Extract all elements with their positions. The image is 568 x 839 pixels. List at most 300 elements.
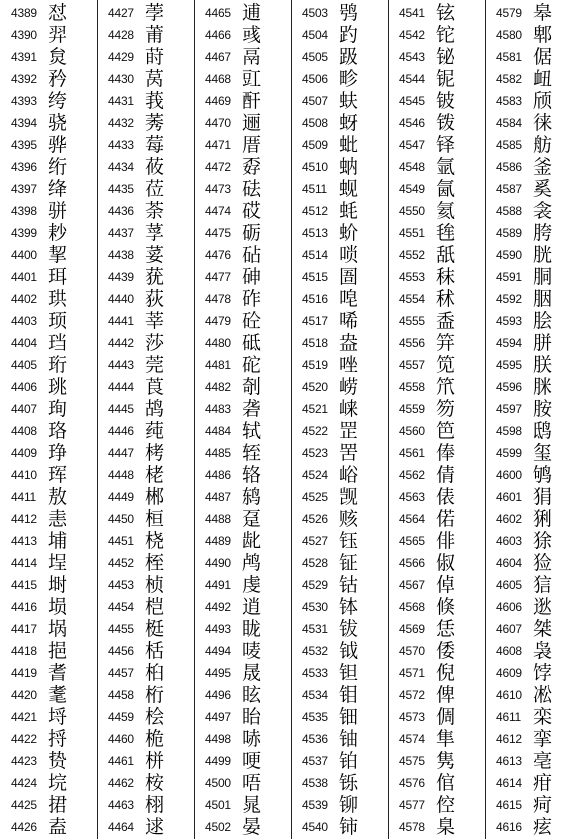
character-entry bbox=[388, 706, 485, 728]
entry-number: 4539 bbox=[302, 798, 328, 812]
entry-number: 4509 bbox=[302, 138, 328, 152]
character-entry bbox=[0, 156, 97, 178]
character-entry bbox=[291, 728, 388, 750]
character-entry bbox=[97, 574, 194, 596]
entry-number: 4567 bbox=[399, 578, 425, 592]
entry-number: 4457 bbox=[108, 666, 134, 680]
entry-character: 崃 bbox=[339, 398, 359, 420]
entry-number: 4581 bbox=[496, 50, 522, 64]
entry-number: 4609 bbox=[496, 666, 522, 680]
character-entry bbox=[388, 662, 485, 684]
character-entry bbox=[97, 266, 194, 288]
entry-character: 埒 bbox=[48, 706, 68, 728]
entry-number: 4467 bbox=[205, 50, 231, 64]
entry-character: 顼 bbox=[48, 310, 68, 332]
character-entry bbox=[194, 662, 291, 684]
character-entry bbox=[97, 398, 194, 420]
entry-number: 4454 bbox=[108, 600, 134, 614]
character-entry bbox=[97, 112, 194, 134]
character-entry bbox=[485, 112, 568, 134]
character-entry bbox=[0, 24, 97, 46]
entry-number: 4461 bbox=[108, 754, 134, 768]
character-entry bbox=[485, 222, 568, 244]
character-entry bbox=[0, 288, 97, 310]
entry-number: 4420 bbox=[11, 688, 37, 702]
entry-character: 逍 bbox=[242, 596, 262, 618]
entry-number: 4613 bbox=[496, 754, 522, 768]
entry-character: 铋 bbox=[436, 46, 456, 68]
column-divider bbox=[291, 0, 292, 839]
entry-number: 4415 bbox=[11, 578, 37, 592]
entry-number: 4412 bbox=[11, 512, 37, 526]
character-entry bbox=[388, 46, 485, 68]
entry-number: 4535 bbox=[302, 710, 328, 724]
entry-character: 秣 bbox=[436, 266, 456, 288]
entry-character: 捃 bbox=[48, 794, 68, 816]
entry-character: 隼 bbox=[436, 728, 456, 750]
entry-character: 桎 bbox=[145, 552, 165, 574]
character-entry bbox=[97, 772, 194, 794]
character-entry bbox=[0, 706, 97, 728]
entry-character: 氤 bbox=[436, 178, 456, 200]
entry-character: 倭 bbox=[436, 640, 456, 662]
entry-character: 梃 bbox=[145, 618, 165, 640]
entry-character: 桢 bbox=[145, 574, 165, 596]
entry-character: 饽 bbox=[533, 662, 553, 684]
character-entry bbox=[388, 486, 485, 508]
entry-number: 4490 bbox=[205, 556, 231, 570]
character-entry bbox=[291, 354, 388, 376]
entry-character: 荸 bbox=[145, 2, 165, 24]
entry-number: 4515 bbox=[302, 270, 328, 284]
entry-number: 4556 bbox=[399, 336, 425, 350]
entry-character: 羿 bbox=[48, 24, 68, 46]
character-entry bbox=[97, 530, 194, 552]
character-entry bbox=[0, 112, 97, 134]
entry-character: 钹 bbox=[339, 618, 359, 640]
entry-number: 4471 bbox=[205, 138, 231, 152]
character-entry bbox=[485, 90, 568, 112]
entry-number: 4516 bbox=[302, 292, 328, 306]
character-entry bbox=[485, 684, 568, 706]
entry-number: 4396 bbox=[11, 160, 37, 174]
character-entry bbox=[291, 816, 388, 838]
character-entry bbox=[194, 618, 291, 640]
entry-character: 倬 bbox=[436, 574, 456, 596]
entry-number: 4497 bbox=[205, 710, 231, 724]
entry-character: 绔 bbox=[48, 90, 68, 112]
entry-character: 砷 bbox=[242, 266, 262, 288]
character-entry bbox=[485, 552, 568, 574]
entry-number: 4552 bbox=[399, 248, 425, 262]
entry-number: 4583 bbox=[496, 94, 522, 108]
entry-number: 4479 bbox=[205, 314, 231, 328]
entry-number: 4610 bbox=[496, 688, 522, 702]
entry-character: 峪 bbox=[339, 464, 359, 486]
entry-character: 唔 bbox=[242, 772, 262, 794]
character-entry bbox=[0, 684, 97, 706]
entry-character: 钵 bbox=[339, 596, 359, 618]
entry-number: 4524 bbox=[302, 468, 328, 482]
entry-number: 4489 bbox=[205, 534, 231, 548]
character-entry bbox=[291, 750, 388, 772]
entry-number: 4444 bbox=[108, 380, 134, 394]
entry-number: 4458 bbox=[108, 688, 134, 702]
character-entry bbox=[194, 178, 291, 200]
entry-character: 珙 bbox=[48, 288, 68, 310]
entry-character: 龀 bbox=[242, 530, 262, 552]
character-entry bbox=[388, 24, 485, 46]
character-entry bbox=[388, 200, 485, 222]
entry-number: 4568 bbox=[399, 600, 425, 614]
character-entry bbox=[291, 464, 388, 486]
entry-character: 脒 bbox=[533, 376, 553, 398]
entry-character: 舫 bbox=[533, 134, 553, 156]
entry-character: 挈 bbox=[48, 244, 68, 266]
character-entry bbox=[291, 398, 388, 420]
entry-number: 4484 bbox=[205, 424, 231, 438]
character-entry bbox=[194, 772, 291, 794]
entry-number: 4562 bbox=[399, 468, 425, 482]
character-entry bbox=[97, 596, 194, 618]
character-entry bbox=[0, 728, 97, 750]
character-entry bbox=[0, 486, 97, 508]
character-entry bbox=[0, 90, 97, 112]
entry-number: 4588 bbox=[496, 204, 522, 218]
character-entry bbox=[291, 156, 388, 178]
character-entry bbox=[291, 310, 388, 332]
entry-character: 皋 bbox=[533, 2, 553, 24]
entry-character: 秫 bbox=[436, 288, 456, 310]
character-entry bbox=[485, 508, 568, 530]
entry-number: 4502 bbox=[205, 820, 231, 834]
entry-character: 荼 bbox=[145, 200, 165, 222]
entry-character: 徕 bbox=[533, 112, 553, 134]
entry-character: 狺 bbox=[533, 574, 553, 596]
entry-number: 4463 bbox=[108, 798, 134, 812]
entry-character: 琤 bbox=[48, 442, 68, 464]
entry-character: 俶 bbox=[436, 552, 456, 574]
entry-character: 凇 bbox=[533, 684, 553, 706]
character-entry bbox=[194, 640, 291, 662]
entry-character: 莼 bbox=[145, 420, 165, 442]
entry-character: 眬 bbox=[242, 618, 262, 640]
character-entry bbox=[388, 772, 485, 794]
entry-character: 钿 bbox=[339, 706, 359, 728]
entry-character: 奚 bbox=[533, 178, 553, 200]
entry-number: 4566 bbox=[399, 556, 425, 570]
entry-character: 桅 bbox=[145, 728, 165, 750]
entry-number: 4447 bbox=[108, 446, 134, 460]
character-entry bbox=[97, 750, 194, 772]
entry-character: 胭 bbox=[533, 288, 553, 310]
entry-character: 鸮 bbox=[339, 2, 359, 24]
entry-number: 4520 bbox=[302, 380, 328, 394]
character-entry bbox=[0, 398, 97, 420]
entry-character: 炱 bbox=[48, 46, 68, 68]
character-entry bbox=[291, 574, 388, 596]
entry-number: 4422 bbox=[11, 732, 37, 746]
entry-number: 4554 bbox=[399, 292, 425, 306]
entry-character: 蚬 bbox=[339, 178, 359, 200]
character-entry bbox=[485, 134, 568, 156]
entry-number: 4555 bbox=[399, 314, 425, 328]
entry-character: 砥 bbox=[242, 332, 262, 354]
entry-character: 胼 bbox=[533, 332, 553, 354]
character-entry bbox=[388, 464, 485, 486]
entry-character: 痃 bbox=[533, 816, 553, 838]
entry-number: 4522 bbox=[302, 424, 328, 438]
character-entry bbox=[485, 706, 568, 728]
entry-number: 4439 bbox=[108, 270, 134, 284]
character-entry bbox=[291, 90, 388, 112]
character-entry bbox=[97, 464, 194, 486]
character-entry bbox=[388, 442, 485, 464]
entry-character: 耆 bbox=[48, 662, 68, 684]
entry-number: 4391 bbox=[11, 50, 37, 64]
entry-number: 4541 bbox=[399, 6, 425, 20]
entry-number: 4470 bbox=[205, 116, 231, 130]
entry-number: 4527 bbox=[302, 534, 328, 548]
entry-number: 4482 bbox=[205, 380, 231, 394]
character-entry bbox=[485, 46, 568, 68]
character-entry bbox=[97, 684, 194, 706]
character-entry bbox=[291, 618, 388, 640]
entry-character: 埕 bbox=[48, 552, 68, 574]
entry-number: 4604 bbox=[496, 556, 522, 570]
entry-character: 赅 bbox=[339, 508, 359, 530]
entry-number: 4472 bbox=[205, 160, 231, 174]
entry-character: 骈 bbox=[48, 200, 68, 222]
character-entry bbox=[194, 794, 291, 816]
character-entry bbox=[485, 178, 568, 200]
entry-character: 耄 bbox=[48, 684, 68, 706]
entry-character: 耖 bbox=[48, 222, 68, 244]
character-entry bbox=[291, 794, 388, 816]
character-entry bbox=[485, 596, 568, 618]
character-column bbox=[194, 2, 291, 838]
character-entry bbox=[0, 332, 97, 354]
entry-character: 铂 bbox=[339, 750, 359, 772]
entry-character: 砺 bbox=[242, 222, 262, 244]
entry-number: 4517 bbox=[302, 314, 328, 328]
character-entry bbox=[194, 288, 291, 310]
character-entry bbox=[485, 574, 568, 596]
entry-character: 铈 bbox=[339, 816, 359, 838]
entry-character: 胴 bbox=[533, 266, 553, 288]
character-entry bbox=[388, 640, 485, 662]
entry-number: 4580 bbox=[496, 28, 522, 42]
entry-character: 莩 bbox=[145, 222, 165, 244]
character-entry bbox=[388, 552, 485, 574]
entry-character: 朕 bbox=[533, 354, 553, 376]
character-entry bbox=[97, 728, 194, 750]
entry-number: 4394 bbox=[11, 116, 37, 130]
entry-character: 鬲 bbox=[242, 46, 262, 68]
entry-character: 栟 bbox=[145, 750, 165, 772]
entry-character: 豇 bbox=[242, 68, 262, 90]
entry-character: 倩 bbox=[436, 464, 456, 486]
entry-number: 4537 bbox=[302, 754, 328, 768]
entry-number: 4525 bbox=[302, 490, 328, 504]
character-entry bbox=[485, 772, 568, 794]
entry-character: 铍 bbox=[436, 90, 456, 112]
entry-number: 4599 bbox=[496, 446, 522, 460]
character-entry bbox=[485, 728, 568, 750]
character-entry bbox=[291, 288, 388, 310]
entry-character: 唢 bbox=[339, 244, 359, 266]
entry-character: 䥽 bbox=[436, 112, 456, 134]
entry-character: 辂 bbox=[242, 464, 262, 486]
entry-number: 4469 bbox=[205, 94, 231, 108]
entry-character: 挹 bbox=[48, 640, 68, 662]
entry-number: 4419 bbox=[11, 666, 37, 680]
entry-number: 4449 bbox=[108, 490, 134, 504]
entry-number: 4523 bbox=[302, 446, 328, 460]
column-divider bbox=[97, 0, 98, 839]
entry-character: 莪 bbox=[145, 90, 165, 112]
character-entry bbox=[97, 420, 194, 442]
character-entry bbox=[388, 728, 485, 750]
entry-character: 酐 bbox=[242, 90, 262, 112]
character-entry bbox=[194, 420, 291, 442]
character-entry bbox=[0, 816, 97, 838]
entry-character: 砟 bbox=[242, 288, 262, 310]
character-entry bbox=[194, 750, 291, 772]
entry-character: 虔 bbox=[242, 574, 262, 596]
entry-character: 恁 bbox=[436, 618, 456, 640]
character-entry bbox=[97, 794, 194, 816]
entry-number: 4487 bbox=[205, 490, 231, 504]
character-entry bbox=[291, 200, 388, 222]
character-entry bbox=[97, 46, 194, 68]
entry-character: 挛 bbox=[533, 728, 553, 750]
character-column bbox=[97, 2, 194, 838]
entry-number: 4430 bbox=[108, 72, 134, 86]
character-entry bbox=[194, 2, 291, 24]
character-entry bbox=[485, 618, 568, 640]
character-entry bbox=[388, 420, 485, 442]
character-entry bbox=[291, 134, 388, 156]
entry-number: 4506 bbox=[302, 72, 328, 86]
entry-character: 郴 bbox=[145, 486, 165, 508]
entry-number: 4548 bbox=[399, 160, 425, 174]
character-entry bbox=[485, 354, 568, 376]
entry-number: 4593 bbox=[496, 314, 522, 328]
character-column bbox=[291, 2, 388, 838]
entry-character: 笕 bbox=[436, 354, 456, 376]
entry-character: 鸲 bbox=[533, 464, 553, 486]
entry-number: 4436 bbox=[108, 204, 134, 218]
entry-number: 4404 bbox=[11, 336, 37, 350]
entry-number: 4600 bbox=[496, 468, 522, 482]
character-entry bbox=[291, 266, 388, 288]
character-entry bbox=[0, 222, 97, 244]
entry-number: 4432 bbox=[108, 116, 134, 130]
entry-character: 晁 bbox=[242, 794, 262, 816]
entry-character: 铀 bbox=[339, 728, 359, 750]
entry-number: 4480 bbox=[205, 336, 231, 350]
entry-character: 罟 bbox=[339, 442, 359, 464]
character-entry bbox=[291, 508, 388, 530]
entry-character: 钴 bbox=[339, 574, 359, 596]
entry-character: 珧 bbox=[48, 376, 68, 398]
entry-number: 4400 bbox=[11, 248, 37, 262]
entry-character: 荻 bbox=[145, 288, 165, 310]
entry-character: 俳 bbox=[436, 530, 456, 552]
character-entry bbox=[0, 420, 97, 442]
column-divider bbox=[388, 0, 389, 839]
entry-character: 颀 bbox=[533, 90, 553, 112]
entry-number: 4495 bbox=[205, 666, 231, 680]
character-entry bbox=[388, 90, 485, 112]
entry-number: 4508 bbox=[302, 116, 328, 130]
character-entry bbox=[0, 68, 97, 90]
entry-number: 4540 bbox=[302, 820, 328, 834]
entry-number: 4426 bbox=[11, 820, 37, 834]
character-entry bbox=[485, 200, 568, 222]
entry-number: 4601 bbox=[496, 490, 522, 504]
entry-number: 4551 bbox=[399, 226, 425, 240]
entry-number: 4475 bbox=[205, 226, 231, 240]
character-entry bbox=[97, 134, 194, 156]
entry-number: 4574 bbox=[399, 732, 425, 746]
character-column bbox=[388, 2, 485, 838]
character-entry bbox=[291, 772, 388, 794]
entry-character: 趸 bbox=[242, 508, 262, 530]
character-entry bbox=[0, 794, 97, 816]
entry-character: 埙 bbox=[48, 596, 68, 618]
entry-number: 4450 bbox=[108, 512, 134, 526]
character-entry bbox=[0, 46, 97, 68]
character-entry bbox=[291, 178, 388, 200]
character-entry bbox=[97, 706, 194, 728]
entry-number: 4582 bbox=[496, 72, 522, 86]
entry-character: 莳 bbox=[145, 46, 165, 68]
entry-character: 怼 bbox=[48, 2, 68, 24]
character-entry bbox=[194, 112, 291, 134]
entry-character: 钰 bbox=[339, 530, 359, 552]
character-entry bbox=[97, 376, 194, 398]
character-entry bbox=[194, 354, 291, 376]
entry-number: 4513 bbox=[302, 226, 328, 240]
entry-character: 鸪 bbox=[145, 398, 165, 420]
character-entry bbox=[0, 376, 97, 398]
entry-character: 莞 bbox=[145, 354, 165, 376]
character-entry bbox=[388, 266, 485, 288]
character-entry bbox=[485, 464, 568, 486]
character-entry bbox=[291, 2, 388, 24]
entry-number: 4401 bbox=[11, 270, 37, 284]
entry-number: 4441 bbox=[108, 314, 134, 328]
entry-number: 4577 bbox=[399, 798, 425, 812]
entry-number: 4558 bbox=[399, 380, 425, 394]
entry-number: 4585 bbox=[496, 138, 522, 152]
entry-number: 4393 bbox=[11, 94, 37, 108]
entry-number: 4536 bbox=[302, 732, 328, 746]
entry-number: 4570 bbox=[399, 644, 425, 658]
character-entry bbox=[194, 376, 291, 398]
entry-character: 蚋 bbox=[339, 156, 359, 178]
entry-number: 4417 bbox=[11, 622, 37, 636]
entry-number: 4612 bbox=[496, 732, 522, 746]
entry-number: 4435 bbox=[108, 182, 134, 196]
character-column bbox=[485, 2, 568, 838]
entry-number: 4445 bbox=[108, 402, 134, 416]
character-entry bbox=[194, 200, 291, 222]
entry-number: 4468 bbox=[205, 72, 231, 86]
character-entry bbox=[194, 266, 291, 288]
